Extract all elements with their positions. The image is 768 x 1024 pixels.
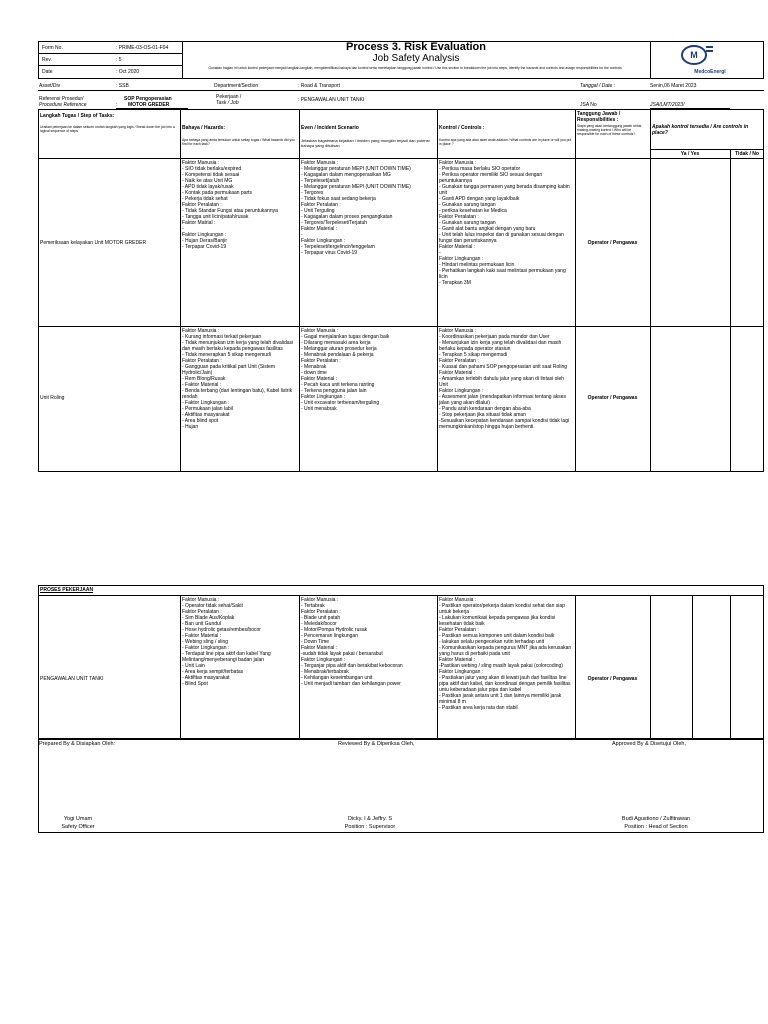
- row2-control: Faktor Manusia : - Koordinasikan pekerjaan pada mandor dan User - Menunjukan izin kerja yang telah divalidasi dan masih berlaku kepada operator stasiun - Terapkan 5 sikap mengemudi Faktor Peralatan : - Kuasai dan pahami SOP pengoperasian unit saat Roling Faktor Material : - Amamkan terlebih dahulu jalur yang akan di lintasi oleh Unit Faktor Lingkungan : - Assesment jalan (mendapatkan informasi tentang akses jalan yang akan dilalui) - Pandu arah kendaraan dengan aba-aba - Stop pekerjaan jika situasi tidak aman -Sesuaikan kecepatan kendaraan sampai kondisi tidak lagi memungkinkan/stop hingga hujan berhenti.: [439, 328, 570, 430]
- col-resp-title: Tanggung Jawab / Responsibilities :: [577, 111, 621, 123]
- process-resp: Operator / Pengawas: [587, 676, 638, 682]
- approved-label: Approved By & Disetujui Oleh,: [612, 741, 686, 747]
- procedure-ref-value-2: MOTOR GREDER: [128, 102, 170, 108]
- tanggal-value: Senin,06 Maret 2023: [650, 83, 697, 89]
- job-label-2: Task / Job: [216, 100, 239, 106]
- col-event-desc: Jelaskan bagaimana kejadian / insiden yang mungkin terjadi dan potensi bahaya yang ditulisan: [301, 138, 430, 148]
- date-value: : Oct 2020: [116, 69, 140, 75]
- col-control-desc: Kontrol apa yang ada atau akan anda adakan / What controls are in place or will you put in place ?: [439, 138, 572, 147]
- prepared-position: Safety Officer: [61, 824, 95, 830]
- row1-event: Faktor Manusia : - Melanggar peraturan MEPI (UNIT DOWN TIME) - Kagagalan dalam mengoperasikan MG - Terpeleset/jatuh - Melanggar peraturan MEPI (UNIT DOWN TIME) - Tergores - Tidak fokus saat sedang bekerja Faktor Peralatan : - Unit Terguling - Kagagalan dalam proses pengangkatan - Tergores/Terpeleset/Terjatuh Faktor Material : - Faktor Lingkungan : - Terpeleset/tergelincir/tenggelam - Terpapar virus Covid-19: [301, 160, 411, 256]
- date-label: Date: [42, 69, 53, 75]
- page-title: Process 3. Risk Evaluation: [345, 41, 486, 53]
- row1-control: Faktor Manusia : - Periksa masa berlaku SIO operator - Periksa operator memiliki SIO sesuai dengan peruntukannya - Gunakan tangga permanen yang berada disamping kabin unit - Ganti APD dengan yang layak/baik - Gunakan sarung tangan - periksa kesehatan ke Medica Faktor Peralatan : - Gunakan sarung tangan - Ganti alat bantu angkat dengan yang baru - Unit telah lulus inspeksi dan di gunakan sesuai dengan fungsi dan peruntukannya Faktor Material : - Faktor Lingkungan : - Hindari melintas permukaan licin - Perhatikan langkah kaki saat melintasi permukaan yang licin - Terapkan 3M: [439, 160, 570, 286]
- process-section-label: PROSES PEKERJAAN: [40, 587, 94, 593]
- row2-resp: Operator / Pengawas: [587, 395, 638, 401]
- col-resp-desc: Siapa yang akan bertanggung jawab untuk masing-masing kontrol / Who will be responsible for each of these controls?: [577, 124, 642, 137]
- page-subtitle: Job Safety Analysis: [372, 53, 460, 64]
- col-step-desc: Uraikan pekerjaan ke dalam sekuen urutan langkah yang logis / Break down the job into a logical sequence of steps: [40, 125, 175, 134]
- col-inplace-title: Apakah kontrol tersedia / Are controls in place?: [652, 124, 749, 136]
- logo-text: MedcoEnergi: [694, 69, 726, 75]
- tanggal-label: Tanggal / Date :: [580, 83, 616, 89]
- col-no-label: Tidak / No: [735, 151, 759, 157]
- col-hazard-title: Bahaya / Hazards:: [182, 125, 226, 131]
- process-hazard: Faktor Manusia : - Operator tidak sehat/Sakit Faktor Peralatan : - Sim Blade Aus/Koplak - Ban unit Gundul - Hose hydrolic getas/rembes/bocor - Faktor Material : - Webing sling / sling - Faktor Lingkungan : - Terdapat line pipa aktif dan kabel Yang Melintang/menyeberangi badan jalan - Unit Lain - Area kerja sempit/terbatas - Aktifitas masyarakat - Blind Spot: [182, 597, 271, 687]
- jsa-label: JSA No: [580, 102, 597, 108]
- row1-hazard: Faktor Manusia : - SIO tidak berlaku/expired - Kompetensi tidak sesuai - Naik ke atas Unit MG - APD tidak layak/rusak - Kontak pada permukaan parts - Pekerja tidak sehat Faktor Peralatan : - Tidak Standar Fungsi atau peruntukannya - Tangga unit licin/patah/rusak Faktor Matrial : - Faktor Lingkungan : - Hujan Deras/Banjir - Terpapar Covid-19: [182, 160, 278, 250]
- prepared-name: Yogi Umam: [63, 816, 93, 822]
- reviewed-label: Reviewed By & Diperiksa Oleh,: [338, 741, 415, 747]
- jsa-value: JSA/LMT/2023/: [650, 102, 685, 108]
- procedure-ref-value-1: SOP Pengoperasian: [124, 96, 172, 102]
- approved-position: Position : Head of Section: [624, 824, 688, 830]
- procedure-ref-label-2: Procedure Reference: [39, 102, 87, 108]
- rev-value: : 5: [116, 57, 122, 63]
- form-no-label: Form No.: [42, 45, 63, 51]
- row2-step: Unit Roling: [40, 395, 65, 401]
- row2-event: Faktor Manusia : - Gagal menjalankan tugas dengan baik - Dilarang memasuki area kerja - Melanggar aturan prosedur kerja - Menabrak pendalaan & pekerja Faktor Peralatan : - Menabrak - down time Faktor Material : - Pecah kaca unit terkena ranting - Terkena pengguna jalan lain Faktor Lingkungan : - Unit excavator terbenam/terguling - Unit menabrak: [301, 328, 390, 412]
- department-label: Department/Section: [214, 83, 259, 89]
- row2-hazard: Faktor Manusia : - Kurang informasi terkait pekerjaan - Tidak menunjukan izin kerja yang telah divalidasi dan masih berlaku kepada pengawas fasilitas - Tidak menerapkan 5 sikap mengemudi Faktor Peralatan : - Gangguan pada kritikal part Unit (Sistem Hydrolic/Jain) - Rem Blong/Rusak - Faktor Material : - Benda terbang (dari lentingan batu), Kabel listrik rendah - Faktor Lingkungan : - Permukaan jalan labil - Aktifitas masyarakat - Area blind spot - Hujan: [182, 328, 294, 430]
- col-hazard-desc: Apa bahaya yang anda temukan untuk setiap tugas / What hazards did you find for each task?: [182, 138, 295, 147]
- asset-label: Asset/Div: [39, 83, 61, 89]
- job-label-1: Pekerjaan /: [216, 94, 242, 100]
- reviewed-name: Dicky. I & Jeffry. S: [347, 816, 392, 822]
- header-instruction: Gunakan bagian ini untuk kontrol pekerjaan menjadi langkah-langkah, mengidentifikasi bahaya dan kontrol serta menetapkan tanggung jawab kontrol / Use this section to breakdown the job into steps, identify the hazards and controls and assign responsibilities for the controls: [208, 66, 622, 70]
- reviewed-position: Position : Supervisor: [344, 824, 396, 830]
- procedure-ref-colon: :: [116, 102, 118, 108]
- process-step: PENGAWALAN UNIT TANKI: [40, 676, 104, 682]
- row1-step: Pemeriksaan kelayakan Unit MOTOR GREDER: [40, 240, 147, 246]
- job-value: : PENGAWALAN UNIT TANKI: [298, 97, 365, 103]
- col-control-title: Kontrol / Controls :: [439, 125, 485, 131]
- prepared-label: Prepared By & Disiapkan Oleh:: [39, 741, 116, 747]
- svg-text:M: M: [690, 50, 698, 60]
- approved-name: Budi Agustiono / Zulfitrawan: [621, 816, 691, 822]
- medco-logo-icon: [676, 44, 716, 68]
- col-step-title: Langkah Tugas / Step of Tasks:: [40, 113, 115, 119]
- department-value: : Road & Transport: [298, 83, 340, 89]
- procedure-ref-label-1: Referensi Prosedur/: [39, 96, 84, 102]
- form-no-value: : PRIME-03-OS-01-F04: [116, 45, 169, 51]
- col-yes-label: Ya / Yes: [680, 151, 700, 157]
- col-event-title: Even / Incident Scenario: [301, 125, 359, 131]
- row1-resp: Operator / Pengawas: [587, 240, 638, 246]
- rev-label: Rev.: [42, 57, 52, 63]
- process-event: Faktor Manusia : - Tertabrak Faktor Peralatan : - Blade unit patah - Meledak/bocor - Motor/Pompa Hydrolic rusak - Pencemaran lingkungan - Down Time Faktor Material : -sudah tidak layak pakai / bersarabut Faktor Lingkungan : - Terganjar pipa aktif dan berakibat kebocoran - Menabrak/terbabrak - Kehilangan keseimbangan unit - Unit menjadi tambarr dan kehilangan power: [301, 597, 403, 687]
- asset-value: : SSB: [116, 83, 129, 89]
- process-control: Faktor Manusia : - Pastikan operator/pekerja dalam kondisi sehat dan siap untuk bekerja - Lakukan komunikasi kepada pengawas jika kondisi kesehatan tidak baik Faktor Peralatan : - Pastikan semua komponen unit dalam kondisi baik - lakukan selalu pengecekan rutin terhadap unit - Komunikasikan kepada pengurus MNT jika ada kerusakan yang harus di perbaiki pada unit Faktor Material : -Pastikan webing / sling masih layak pakai (colorcoding) Faktor Lingkungan : - Pastiakan jalur yang akan di lewati jauh dari fasilitas line pipa aktif dan kabel, dan koordinasi dengan pemilik fasilitas untu keberadaan jalur pipa dan kabel - Pastikan jarak antara unit 1 dan lainnya memiliki jarak minimal 8 m - Pastikan area kerja rata dan stabil: [439, 597, 572, 711]
